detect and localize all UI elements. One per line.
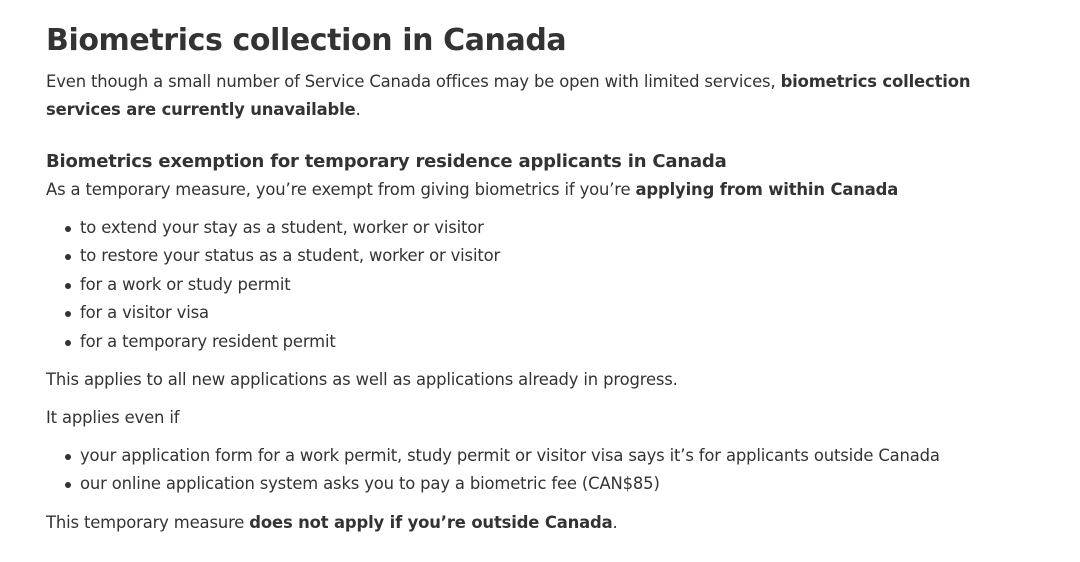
closing-bold-text: does not apply if you’re outside Canada [249,512,613,532]
list-item: our online application system asks you to pay a biometric fee (CAN$85) [80,470,1046,498]
intro-paragraph [46,68,1046,124]
page-title: Biometrics collection in Canada [46,23,567,58]
intro-bold-text: biometrics collection services are currently unavailable [46,72,971,119]
lead-bold-text: applying from within Canada [635,180,899,199]
closing-paragraph [46,509,1046,537]
list-item: to extend your stay as a student, worker or visitor [80,214,1046,242]
list-item: for a work or study permit [80,271,1046,299]
applies-even-paragraph: It applies even if [46,408,180,428]
exemption-heading: Biometrics exemption for temporary residence applicants in Canada [46,151,727,172]
intro-end: . [355,100,361,119]
closing-text: This temporary measure [46,512,250,532]
page-content [46,22,1046,537]
applies-even-list [46,442,1046,499]
applies-all-paragraph: This applies to all new applications as well as applications already in progress. [46,370,678,390]
lead-text: As a temporary measure, you’re exempt from giving biometrics if you’re [46,180,636,199]
closing-end: . [612,512,618,532]
list-item: for a temporary resident permit [80,328,1046,356]
list-item: your application form for a work permit, study permit or visitor visa says it’s for applicants outside Canada [80,442,1046,470]
exemption-lead [46,176,1046,204]
list-item: for a visitor visa [80,299,1046,327]
exemption-list [46,214,1046,356]
list-item: to restore your status as a student, worker or visitor [80,242,1046,270]
intro-text: Even though a small number of Service Canada offices may be open with limited services, [46,72,781,91]
